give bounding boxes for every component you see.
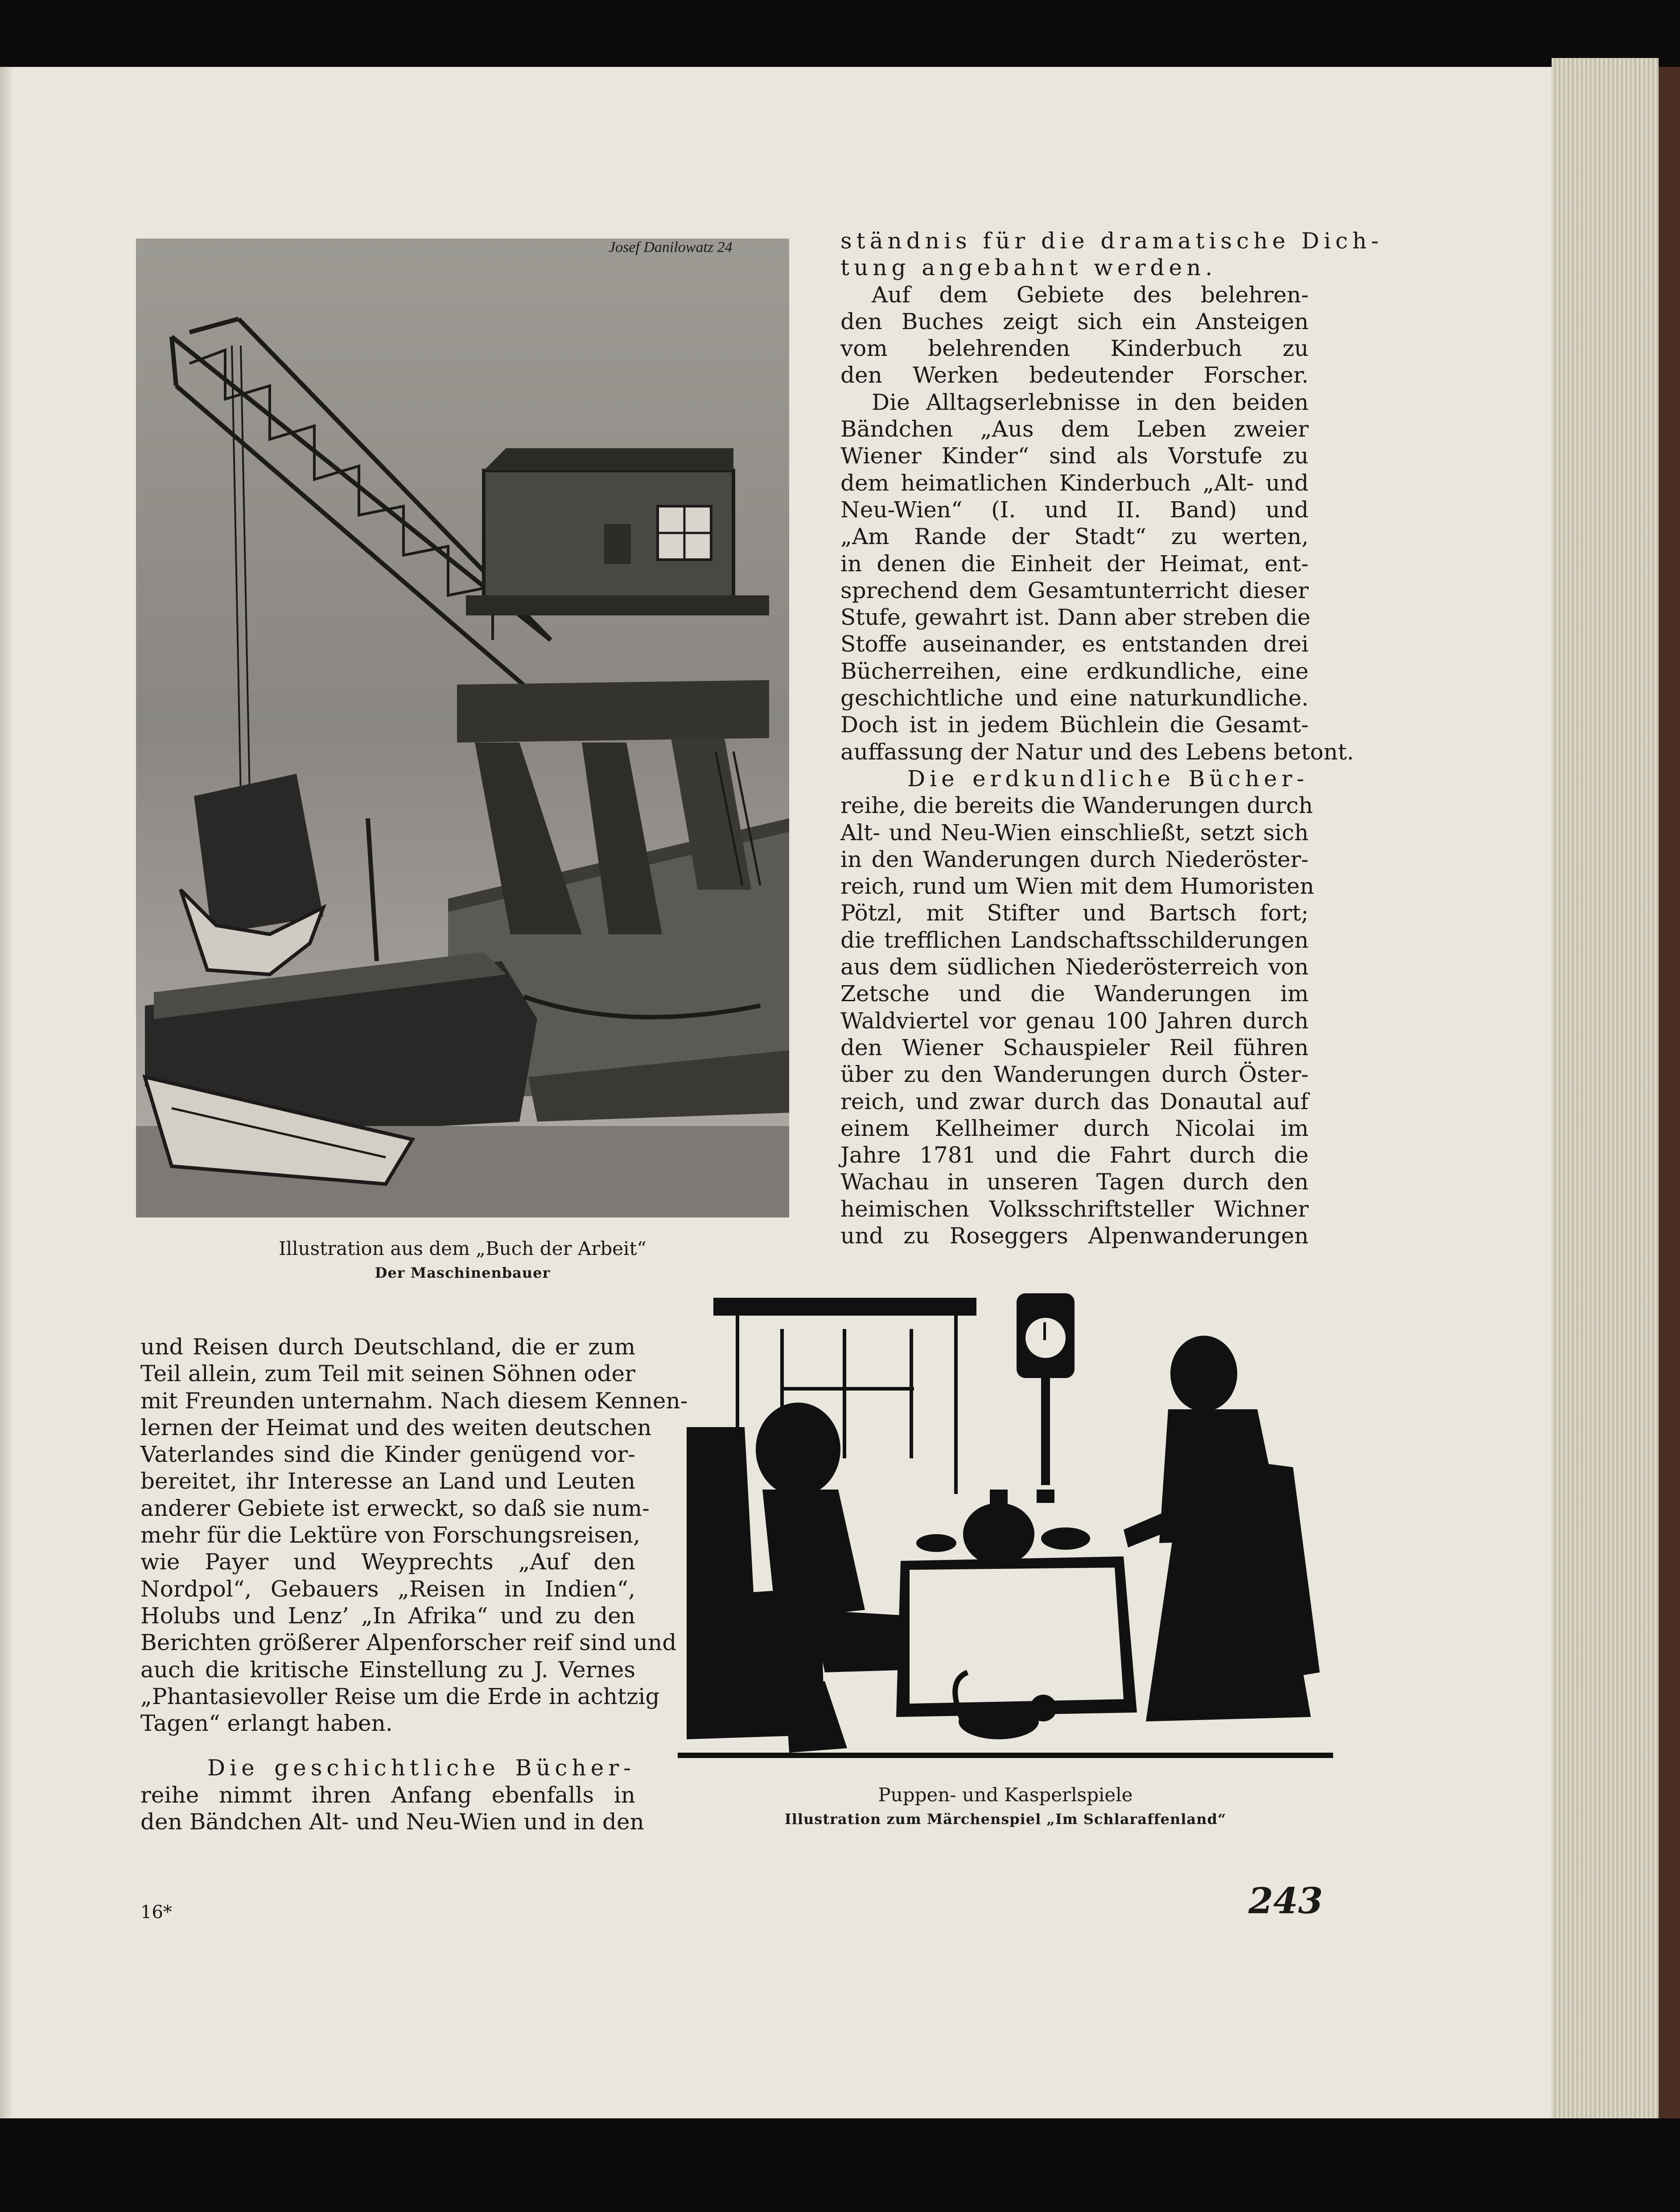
text-line: tung angebahnt werden. [840,255,1217,281]
text-line: Die geschichtliche Bücher- [207,1755,635,1781]
text-line: mit Freunden unternahm. Nach diesem Kennen- [140,1387,688,1414]
text-line: bereitet, ihr Interesse an Land und Leuten [140,1468,635,1494]
text-line: geschichtliche und eine naturkundliche. [840,685,1309,711]
text-line: vom belehrenden Kinderbuch zu [840,335,1309,362]
crane-subcaption: Der Maschinenbauer [375,1264,551,1281]
text-line: aus dem südlichen Niederösterreich von [840,954,1309,980]
left-page-edge [0,67,13,2118]
silhouette-subcaption: Illustration zum Märchenspiel „Im Schlaraffenland“ [784,1811,1227,1828]
text-line: Bücherreihen, eine erdkundliche, eine [840,658,1309,684]
text-line: anderer Gebiete ist erweckt, so daß sie num- [140,1495,650,1521]
crane-drawing [136,239,789,1217]
text-line: Neu-Wien“ (I. und II. Band) und [840,496,1309,523]
text-line: einem Kellheimer durch Nicolai im [840,1115,1309,1141]
signature-mark: 16* [140,1902,172,1923]
text-line: Tagen“ erlangt haben. [140,1710,393,1737]
text-line: Stufe, gewahrt ist. Dann aber streben die [840,604,1311,631]
text-line: Jahre 1781 und die Fahrt durch die [840,1142,1309,1168]
silhouette-drawing [678,1280,1333,1770]
text-line: wie Payer und Weyprechts „Auf den [140,1549,635,1575]
text-line: über zu den Wanderungen durch Öster- [840,1061,1309,1088]
text-line: den Bändchen Alt- und Neu-Wien und in den [140,1809,644,1835]
text-line: reich, und zwar durch das Donautal auf [840,1088,1309,1114]
silhouette-illustration [678,1280,1333,1770]
text-line: Teil allein, zum Teil mit seinen Söhnen oder [140,1361,635,1387]
text-line: den Buches zeigt sich ein Ansteigen [840,308,1309,334]
text-line: auffassung der Natur und des Lebens betont. [840,739,1354,765]
text-line: Zetsche und die Wanderungen im [840,981,1309,1007]
text-line: reihe nimmt ihren Anfang ebenfalls in [140,1782,635,1808]
text-line: Bändchen „Aus dem Leben zweier [840,416,1309,442]
text-line: reich, rund um Wien mit dem Humoristen [840,873,1314,900]
text-line: den Werken bedeutender Forscher. [840,362,1309,388]
text-line: dem heimatlichen Kinderbuch „Alt- und [840,470,1309,496]
text-line: lernen der Heimat und des weiten deutschen [140,1414,652,1440]
text-line: in den Wanderungen durch Niederöster- [840,846,1309,872]
right-column-text [840,227,1384,1249]
text-line: reihe, die bereits die Wanderungen durch [840,792,1313,819]
book-spine [1659,67,1680,2118]
page-block-edge [1552,58,1659,2118]
text-line: mehr für die Lektüre von Forschungsreisen, [140,1522,640,1548]
text-line: den Wiener Schauspieler Reil führen [840,1034,1309,1061]
text-line: Holubs und Lenz’ „In Afrika“ und zu den [140,1602,635,1629]
text-line: „Phantasievoller Reise um die Erde in achtzig [140,1683,660,1709]
text-line: Wiener Kinder“ sind als Vorstufe zu [840,443,1309,469]
text-line: auch die kritische Einstellung zu J. Vernes [140,1656,635,1683]
left-column-text [140,1333,688,1835]
text-line: Nordpol“, Gebauers „Reisen in Indien“, [140,1576,635,1602]
crane-illustration [136,239,789,1217]
text-line: die trefflichen Landschaftsschilderungen [840,927,1309,953]
text-line: Wachau in unseren Tagen durch den [840,1169,1309,1195]
text-line: Stoffe auseinander, es entstanden drei [840,631,1309,657]
text-line: Berichten größerer Alpenforscher reif sind und [140,1630,677,1656]
text-line: Die Alltagserlebnisse in den beiden [872,389,1309,415]
text-line: Alt- und Neu-Wien einschließt, setzt sich [840,819,1309,846]
text-line: „Am Rande der Stadt“ zu werten, [840,524,1309,550]
text-line: Vaterlandes sind die Kinder genügend vor- [140,1441,635,1468]
text-line: Waldviertel vor genau 100 Jahren durch [840,1007,1309,1034]
text-line: sprechend dem Gesamtunterricht dieser [840,577,1309,603]
text-line: in denen die Einheit der Heimat, ent- [840,550,1309,577]
text-line: Auf dem Gebiete des belehren- [872,281,1309,308]
text-line: und zu Roseggers Alpenwanderungen [840,1222,1309,1249]
silhouette-caption: Puppen- und Kasperlspiele [878,1784,1133,1806]
crane-caption: Illustration aus dem „Buch der Arbeit“ [279,1238,646,1259]
page-number: 243 [1248,1880,1323,1922]
text-line: und Reisen durch Deutschland, die er zum [140,1334,635,1360]
text-line: Pötzl, mit Stifter und Bartsch fort; [840,900,1309,926]
text-line: Doch ist in jedem Büchlein die Gesamt- [840,712,1309,738]
text-line: heimischen Volksschriftsteller Wichner [840,1196,1309,1222]
text-line: ständnis für die dramatische Dich- [840,228,1384,254]
text-line: Die erdkundliche Bücher- [907,765,1309,792]
artist-signature: Josef Danilowatz 24 [609,239,733,256]
